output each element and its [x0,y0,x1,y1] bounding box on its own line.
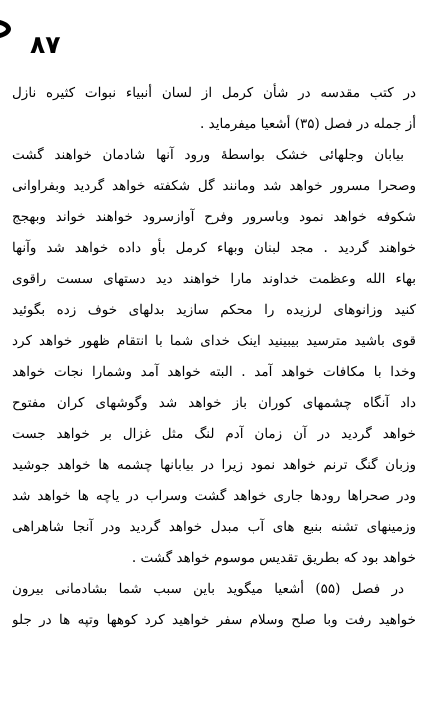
text-line: وزمینهای تشنه بنبع های آب مبدل خواهد گردید ودر آنجا شاهراهی [12,519,416,535]
text-line: شکوفه خواهد نمود وباسرور وفرح آوازسرود خواهند خواند وبهجج [12,209,416,225]
ornament-icon [0,18,12,40]
text-line: در فصل (۵۵) أشعیا میگوید باین سبب شما بشادمانی بیرون [12,581,405,597]
text-line: وخدا با مکافات خواهد آمد . البته خواهد آمد وشمارا نجات خواهد [12,364,416,380]
text-line: خواهید رفت وبا صلح وسلام سفر خواهید کرد کوهها وتپه ها در جلو [12,612,416,628]
text-line: أز جمله در فصل (۳۵) أشعیا میفرماید . [200,116,416,132]
text-line: وزبان گنگ ترنم خواهد نمود زیرا در بیابانها چشمه ها خواهد جوشید [12,457,416,473]
text-line: کنید وزانوهای لرزیده را محکم سازید بدلهای خوف زده بگوئید [12,302,416,318]
text-line: خواهد گردید در آن زمان آدم لنگ مثل غزال بر خواهد جست [12,426,416,442]
body-text [12,78,416,636]
text-line: بهاء الله وعظمت خداوند مارا خواهند دید دستهای سست راقوی [12,271,416,287]
text-line: قوی باشید مترسید بیبینید اینک خدای شما با انتقام ظهور خواهد کرد [12,333,416,349]
page-number: ۸۷ [30,30,61,59]
text-line: داد آنگاه چشمهای کوران باز خواهد شد وگوشهای کران مفتوح [12,395,416,411]
text-line: در کتب مقدسه در شأن کرمل از لسان أنبیاء نبوات کثیره نازل [12,85,416,101]
text-line: بیابان وجلهائی خشک بواسطهٔ ورود آنها شادمان خواهند گشت [12,147,404,163]
text-line: خواهند گردید . مجد لبنان وبهاء کرمل بأو داده خواهد شد وآنها [12,240,416,256]
text-line: وصحرا مسرور خواهد شد ومانند گل شکفته خواهد گردید وبفراوانی [12,178,416,194]
text-line: خواهد بود که بطریق تقدیس موسوم خواهد گشت . [131,550,416,566]
text-line: ودر صحراها رودها جاری خواهد گشت وسراب در یاچه ها خواهد شد [12,488,416,504]
